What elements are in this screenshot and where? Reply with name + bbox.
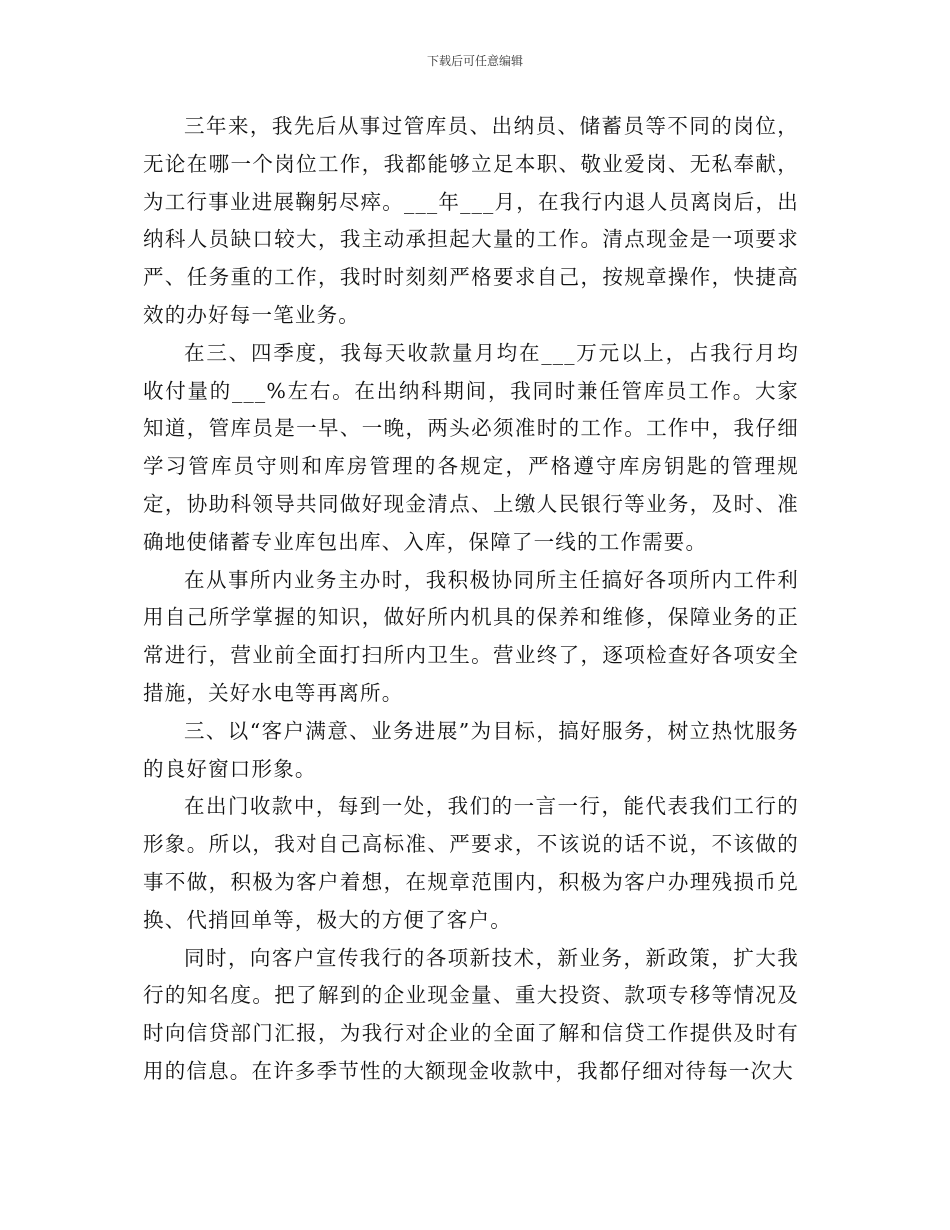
paragraph-5: 在出门收款中，每到一处，我们的一言一行，能代表我们工行的形象。所以，我对自己高标准、严要求，不该说的话不说，不该做的事不做，积极为客户着想，在规章范围内，积极为客户办理残损币兑换、代捎回单等，极大的方便了客户。 xyxy=(143,794,799,932)
paragraph-2: 在三、四季度，我每天收款量月均在___万元以上，占我行月均收付量的___%左右。在出纳科期间，我同时兼任管库员工作。大家知道，管库员是一早、一晚，两头必须准时的工作。工作中，我仔细学习管库员守则和库房管理的各规定，严格遵守库房钥匙的管理规定，协助科领导共同做好现金清点、上缴人民银行等业务，及时、准确地使储蓄专业库包出库、入库，保障了一线的工作需要。 xyxy=(143,340,799,554)
paragraph-6: 同时，向客户宣传我行的各项新技术，新业务，新政策，扩大我行的知名度。把了解到的企业现金量、重大投资、款项专移等情况及时向信贷部门汇报，为我行对企业的全面了解和信贷工作提供及时有用的信息。在许多季节性的大额现金收款中，我都仔细对待每一次大 xyxy=(143,945,799,1083)
paragraph-4: 三、以“客户满意、业务进展”为目标，搞好服务，树立热忱服务的良好窗口形象。 xyxy=(143,718,799,781)
document-body xyxy=(143,108,799,1091)
paragraph-3: 在从事所内业务主办时，我积极协同所主任搞好各项所内工件利用自己所学掌握的知识，做好所内机具的保养和维修，保障业务的正常进行，营业前全面打扫所内卫生。营业终了，逐项检查好各项安全措施，关好水电等再离所。 xyxy=(143,567,799,705)
page-header: 下载后可任意编辑 xyxy=(426,54,523,68)
paragraph-1: 三年来，我先后从事过管库员、出纳员、储蓄员等不同的岗位，无论在哪一个岗位工作，我都能够立足本职、敬业爱岗、无私奉献，为工行事业进展鞠躬尽瘁。___年___月，在我行内退人员离岗后，出纳科人员缺口较大，我主动承担起大量的工作。清点现金是一项要求严、任务重的工作，我时时刻刻严格要求自己，按规章操作，快捷高效的办好每一笔业务。 xyxy=(143,114,799,327)
